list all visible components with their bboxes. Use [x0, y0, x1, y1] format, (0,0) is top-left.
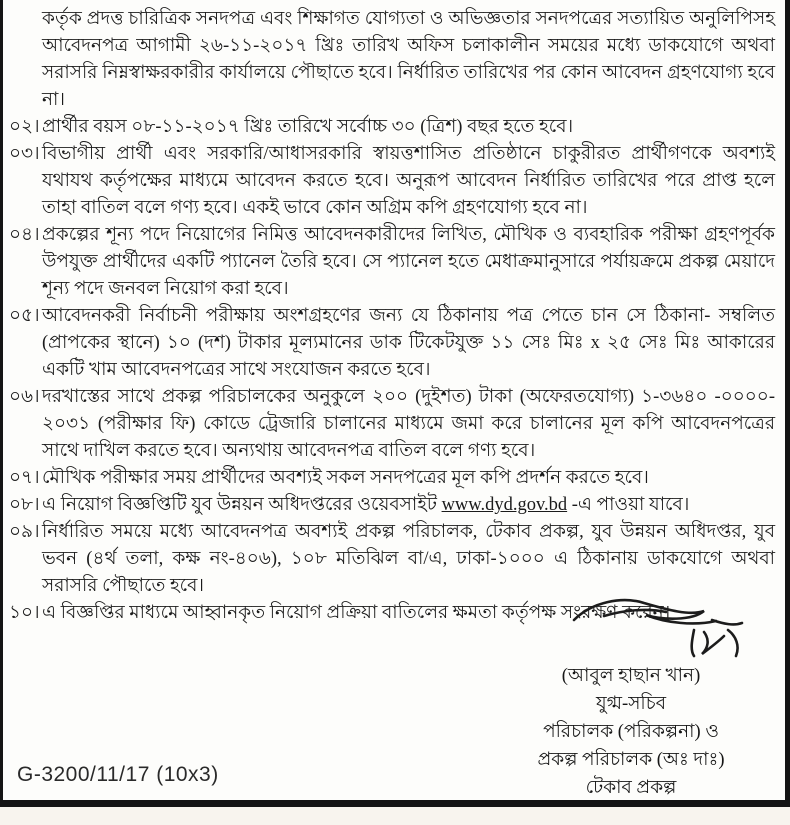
- clause-text: মৌখিক পরীক্ষার সময় প্রার্থীদের অবশ্যই সকল সনদপত্রের মূল কপি প্রদর্শন করতে হবে।: [42, 468, 649, 488]
- notice-body: [3, 0, 785, 627]
- clause-05: [9, 303, 775, 384]
- signatory-title-3: প্রকল্প পরিচালক (অঃ দাঃ): [537, 750, 725, 770]
- clause-text: এ বিজ্ঞপ্তির মাধ্যমে আহ্বানকৃত নিয়োগ প্রক্রিয়া বাতিলের ক্ষমতা কর্তৃপক্ষ সংরক্ষণ করেন।: [42, 603, 671, 623]
- signature-handwriting-icon: [544, 590, 759, 660]
- signatory-name: (আবুল হাছান খান): [561, 666, 701, 686]
- intro-paragraph: কর্তৃক প্রদত্ত চারিত্রিক সনদপত্র এবং শিক্ষাগত যোগ্যতা ও অভিজ্ঞতার সনদপত্রের সত্যায়িত অনুলিপিসহ আবেদনপত্র আগামী ২৬-১১-২০১৭ খ্রিঃ তারিখ অফিস চলাকালীন সময়ের মধ্যে ডাকযোগে অথবা সরাসরি নিম্নস্বাক্ষরকারীর কার্যালয়ে পৌছাতে হবে। নির্ধারিত তারিখের পর কোন আবেদন গ্রহণযোগ্য হবে না।: [42, 9, 775, 110]
- clause-number: ০৩।: [9, 144, 40, 164]
- clause-number: ১০।: [9, 603, 40, 623]
- clause-number: ০২।: [9, 117, 40, 137]
- clause-number: ০৬।: [9, 387, 40, 407]
- clause-04: [9, 222, 775, 303]
- clause-number: ০৫।: [9, 306, 40, 326]
- signatory-title-4: টেকাব প্রকল্প: [585, 778, 677, 798]
- press-reference-number: G-3200/11/17 (10x3): [17, 763, 219, 786]
- clause-number: ০৪।: [9, 225, 40, 245]
- clause-text-after-link: -এ পাওয়া যাবে।: [571, 495, 690, 515]
- clause-03: [9, 141, 775, 222]
- clause-number: ০৮।: [9, 495, 40, 515]
- clause-02: [9, 114, 775, 141]
- signatory-title-1: যুগ্ম-সচিব: [596, 694, 666, 714]
- signature-block: [503, 590, 759, 802]
- clause-text: প্রকল্পের শূন্য পদে নিয়োগের নিমিত্ত আবেদনকারীদের লিখিত, মৌখিক ও ব্যবহারিক পরীক্ষা গ্রহণপূর্বক উপযুক্ত প্রার্থীদের একটি প্যানেল তৈরি হবে। সে প্যানেল হতে মেধাক্রমানুসারে পর্যায়ক্রমে প্রকল্প মেয়াদে শূন্য পদে জনবল নিয়োগ করা হবে।: [42, 225, 775, 299]
- clause-text-before-link: এ নিয়োগ বিজ্ঞপ্তিটি যুব উন্নয়ন অধিদপ্তরের ওয়েবসাইট: [42, 495, 437, 515]
- clause-text: [42, 492, 775, 519]
- clause-number: ০৭।: [9, 468, 40, 488]
- clause-06: [9, 384, 775, 465]
- clause-number: ০৯।: [9, 522, 40, 542]
- website-link[interactable]: www.dyd.gov.bd: [441, 495, 568, 515]
- clause-08: [9, 492, 775, 519]
- clause-07: [9, 465, 775, 492]
- clause-text: দরখাস্তের সাথে প্রকল্প পরিচালকের অনুকুলে ২০০ (দুইশত) টাকা (অফেরতযোগ্য) ১-৩৬৪০ -০০০০- ২০৩১ (পরীক্ষার ফি) কোডে ট্রেজারি চালানের মাধ্যমে জমা করে চালানের মূল কপি আবেদনপত্রের সাথে দাখিল করতে হবে। অন্যথায় আবেদনপত্র বাতিল বলে গণ্য হবে।: [42, 387, 775, 461]
- clause-09: [9, 519, 775, 600]
- page-bottom-margin: [0, 807, 790, 825]
- signatory-title-2: পরিচালক (পরিকল্পনা) ও: [543, 722, 719, 742]
- clause-text: আবেদনকরী নির্বাচনী পরীক্ষায় অংশগ্রহণের জন্য যে ঠিকানায় পত্র পেতে চান সে ঠিকানা- সম্বলিত (প্রাপকের স্থানে) ১০ (দশ) টাকার মূল্যমানের ডাক টিকেটযুক্ত ১১ সেঃ মিঃ x ২৫ সেঃ মিঃ আকারের একটি খাম আবেদনপত্রের সাথে সংযোজন করতে হবে।: [42, 306, 775, 380]
- clause-text: নির্ধারিত সময়ে মধ্যে আবেদনপত্র অবশ্যই প্রকল্প পরিচালক, টেকাব প্রকল্প, যুব উন্নয়ন অধিদপ্তর, যুব ভবন (৪র্থ তলা, কক্ষ নং-৪০৬), ১০৮ মতিঝিল বা/এ, ঢাকা-১০০০ এ ঠিকানায় ডাকযোগে অথবা সরাসরি পৌছাতে হবে।: [42, 522, 775, 596]
- clause-text: প্রার্থীর বয়স ০৮-১১-২০১৭ খ্রিঃ তারিখে সর্বোচ্চ ৩০ (ত্রিশ) বছর হতে হবে।: [42, 117, 574, 137]
- clause-text: বিভাগীয় প্রার্থী এবং সরকারি/আধাসরকারি স্বায়ত্তশাসিত প্রতিষ্ঠানে চাকুরীরত প্রার্থীগণকে অবশ্যই যথাযথ কর্তৃপক্ষের মাধ্যমে আবেদন করতে হবে। অনুরূপ আবেদন নির্ধারিত তারিখের পরে প্রাপ্ত হলে তাহা বাতিল বলে গণ্য হবে। একই ভাবে কোন অগ্রিম কপি গ্রহণযোগ্য হবে না।: [42, 144, 775, 218]
